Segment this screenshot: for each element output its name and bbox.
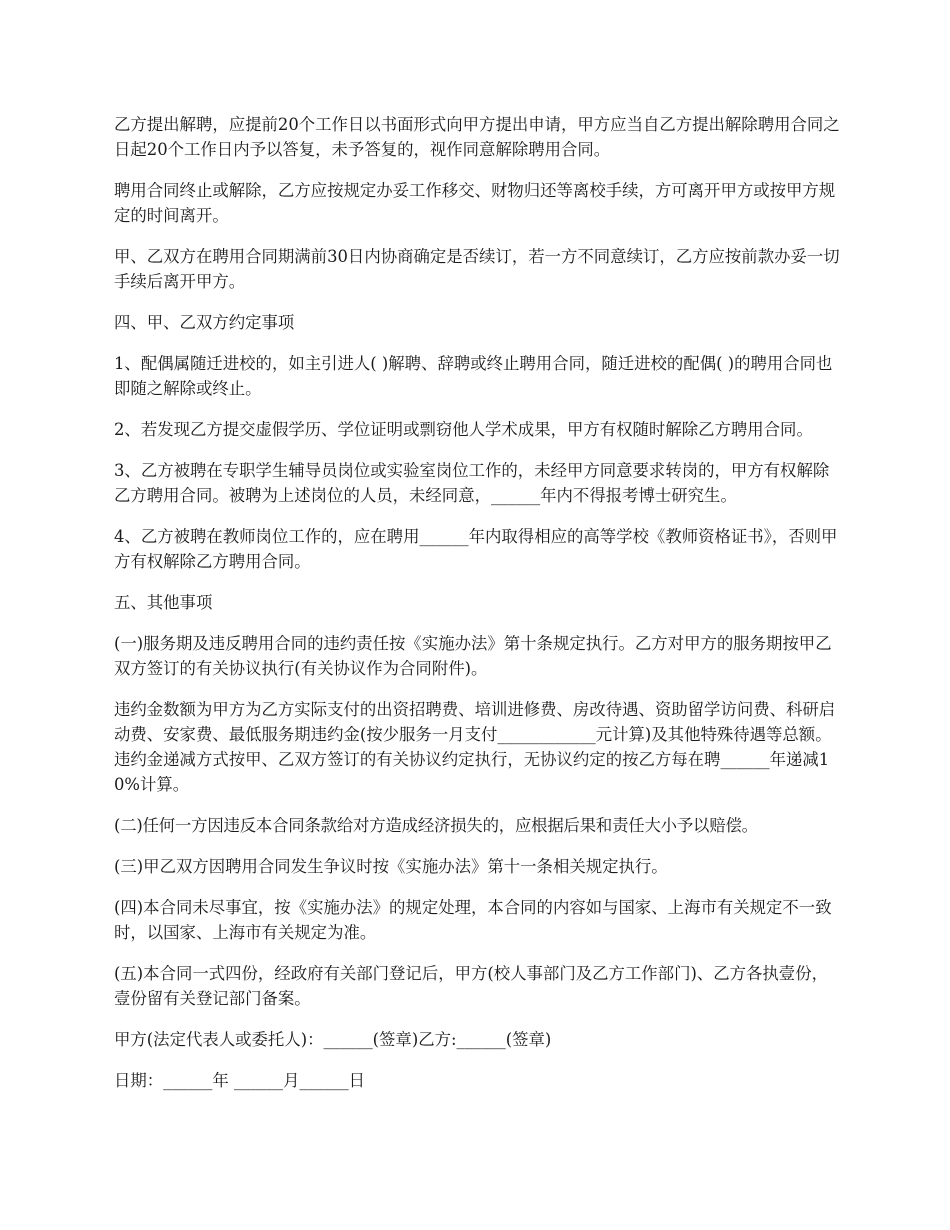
paragraph-unresolved-matters: (四)本合同未尽事宜，按《实施办法》的规定处理，本合同的内容如与国家、上海市有关规定不一致时，以国家、上海市有关规定为准。 xyxy=(114,898,832,942)
paragraph-teacher-qualification: 4、乙方被聘在教师岗位工作的，应在聘用______年内取得相应的高等学校《教师资格证书》，否则甲方有权解除乙方聘用合同。 xyxy=(114,527,838,571)
contract-document xyxy=(114,112,844,1109)
paragraph-handover-procedures: 聘用合同终止或解除，乙方应按规定办妥工作移交、财物归还等离校手续，方可离开甲方或按甲方规定的时间离开。 xyxy=(114,181,836,225)
paragraph-resignation-notice: 乙方提出解聘，应提前20个工作日以书面形式向甲方提出申请，甲方应当自乙方提出解除聘用合同之日起20个工作日内予以答复，未予答复的，视作同意解除聘用合同。 xyxy=(114,115,840,159)
paragraph-compensation: (二)任何一方因违反本合同条款给对方造成经济损失的，应根据后果和责任大小予以赔偿。 xyxy=(114,816,758,835)
paragraph-dispute-resolution: (三)甲乙双方因聘用合同发生争议时按《实施办法》第十一条相关规定执行。 xyxy=(114,857,668,876)
paragraph-copies: (五)本合同一式四份，经政府有关部门登记后，甲方(校人事部门及乙方工作部门)、乙方各执壹份，壹份留有关登记部门备案。 xyxy=(114,964,828,1008)
signature-line: 甲方(法定代表人或委托人)：______(签章)乙方:______(签章) xyxy=(114,1030,552,1049)
paragraph-spouse-clause: 1、配偶属随迁进校的，如主引进人( )解聘、辞聘或终止聘用合同，随迁进校的配偶( )的聘用合同也即随之解除或终止。 xyxy=(114,354,833,398)
paragraph-renewal-negotiation: 甲、乙双方在聘用合同期满前30日内协商确定是否续订，若一方不同意续订，乙方应按前款办妥一切手续后离开甲方。 xyxy=(114,247,840,291)
paragraph-counselor-lab-position: 3、乙方被聘在专职学生辅导员岗位或实验室岗位工作的，未经甲方同意要求转岗的，甲方有权解除乙方聘用合同。被聘为上述岗位的人员，未经同意，______年内不得报考博士研究生。 xyxy=(114,461,830,505)
date-line: 日期：______年 ______月______日 xyxy=(114,1071,366,1090)
section-heading-other-matters: 五、其他事项 xyxy=(114,593,213,612)
section-heading-agreed-matters: 四、甲、乙双方约定事项 xyxy=(114,313,295,332)
paragraph-service-period: (一)服务期及违反聘用合同的违约责任按《实施办法》第十条规定执行。乙方对甲方的服务期按甲乙双方签订的有关协议执行(有关协议作为合同附件)。 xyxy=(114,634,832,678)
paragraph-liquidated-damages: 违约金数额为甲方为乙方实际支付的出资招聘费、培训进修费、房改待遇、资助留学访问费、科研启动费、安家费、最低服务期违约金(按少服务一月支付____________元计算)及其他特殊待遇等总额。违约金递减方式按甲、乙双方签订的有关协议约定执行，无协议约定的按乙方每在聘______年递减10%计算。 xyxy=(114,700,836,794)
paragraph-false-credentials: 2、若发现乙方提交虚假学历、学位证明或剽窃他人学术成果，甲方有权随时解除乙方聘用合同。 xyxy=(114,420,813,439)
